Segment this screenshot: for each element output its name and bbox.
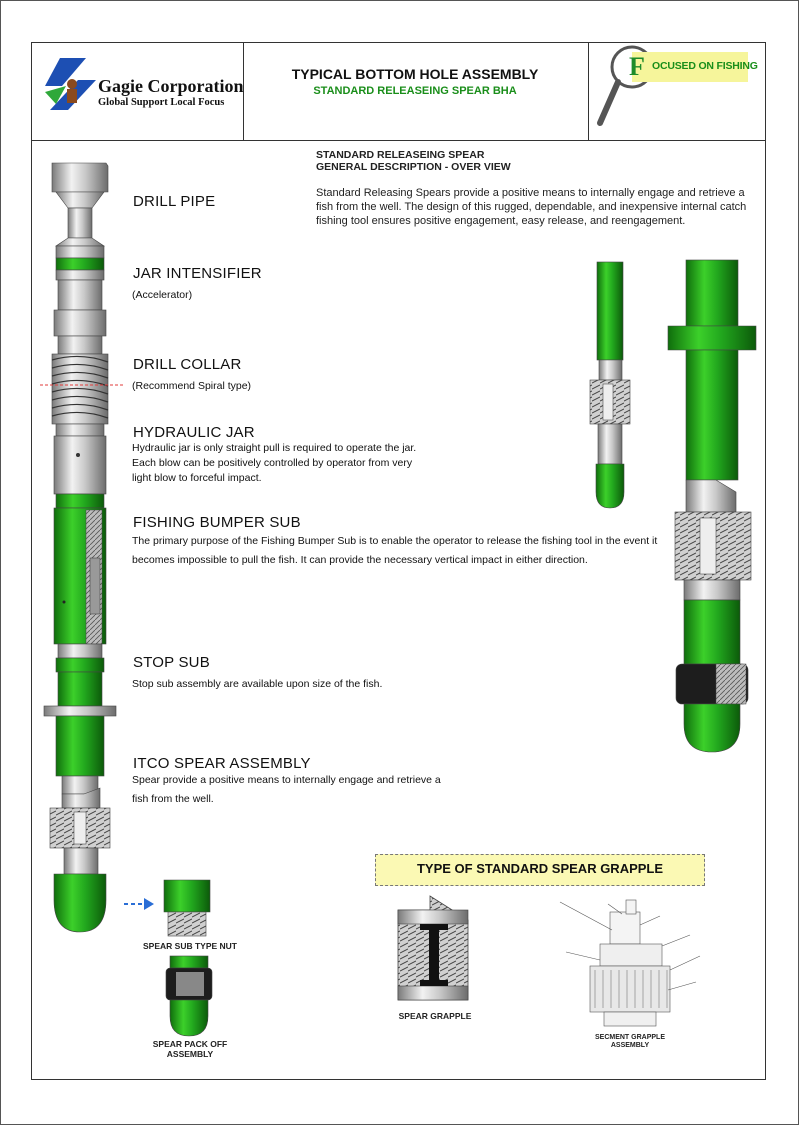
caption-spear-sub-type-nut: SPEAR SUB TYPE NUT [143,941,237,951]
company-tagline: Global Support Local Focus [98,97,225,108]
caption-segment-grapple-line1: SECMENT GRAPPLE [594,1034,665,1041]
caption-spear-pack-off-line2: ASSEMBLY [166,1049,214,1059]
component-text-drill-collar: (Recommend Spiral type) [132,380,252,392]
component-label-fishing-bumper-sub: FISHING BUMPER SUB [133,514,301,531]
company-logo-icon [45,58,96,110]
component-label-stop-sub: STOP SUB [133,654,210,671]
bha-string [40,163,124,932]
spear-sub-type-nut-drawing [124,880,210,936]
component-label-hydraulic-jar: HYDRAULIC JAR [133,424,255,441]
component-text-hydraulic-jar: Hydraulic jar is only straight pull is required to operate the jar. Each blow can be positively controlled by operator from very light blow to forceful impact. [132,442,417,484]
component-label-drill-pipe: DRILL PIPE [133,193,216,210]
component-label-drill-collar: DRILL COLLAR [133,356,242,373]
component-text-fishing-bumper-sub: The primary purpose of the Fishing Bumper Sub is to enable the operator to release the fishing tool in the event it becomes impossible to pull the fish. It can provide the necessary vertical impact in either direction. [132,535,658,566]
large-spear-drawing [668,260,756,752]
component-label-jar-intensifier: JAR INTENSIFIER [133,265,262,282]
caption-spear-grapple: SPEAR GRAPPLE [398,1011,472,1021]
caption-segment-grapple-line2: ASSEMBLY [610,1042,650,1049]
company-name: Gagie Corporation [98,76,244,96]
badge-text: OCUSED ON FISHING [652,60,758,72]
caption-spear-pack-off-line1: SPEAR PACK OFF [152,1039,228,1049]
description-heading: STANDARD RELEASEING SPEAR [316,149,485,161]
component-text-stop-sub: Stop sub assembly are available upon size of the fish. [132,678,383,690]
spear-pack-off-drawing [166,956,212,1036]
description-body: Standard Releasing Spears provide a positive means to internally engage and retrieve a fish from the well. The design of this rugged, dependable, and inexpensive internal catch fishing tool ensures positive engagement, easy release, and reengagement. [316,187,747,227]
component-text-jar-intensifier: (Accelerator) [132,289,193,301]
small-spear-drawing [590,262,630,508]
component-text-itco-spear-assembly: Spear provide a positive means to internally engage and retrieve a fish from the well. [132,774,441,805]
page-title: TYPICAL BOTTOM HOLE ASSEMBLY [291,66,539,82]
grapple-banner-title: TYPE OF STANDARD SPEAR GRAPPLE [416,861,664,876]
spear-grapple-drawing [398,896,468,1000]
component-label-itco-spear-assembly: ITCO SPEAR ASSEMBLY [133,755,311,772]
segment-grapple-drawing [560,900,700,1026]
badge-initial: F [629,52,645,81]
page-subtitle: STANDARD RELEASEING SPEAR BHA [313,85,517,97]
description-subheading: GENERAL DESCRIPTION - OVER VIEW [316,161,511,173]
